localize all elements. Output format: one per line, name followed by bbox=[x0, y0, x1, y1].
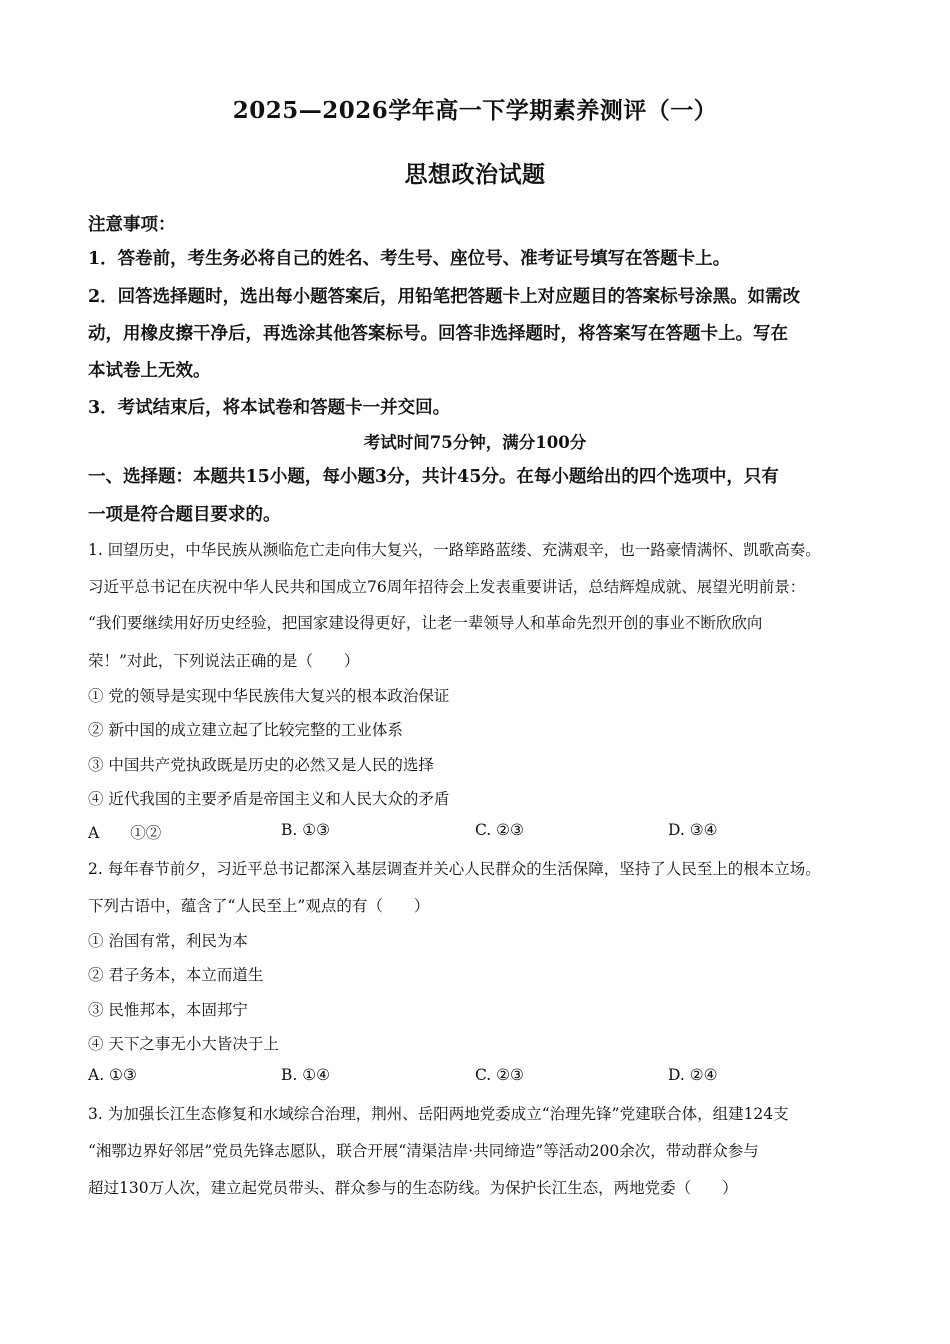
exam-subtitle: 思想政治试题 bbox=[404, 161, 546, 188]
option-d: D. ②④ bbox=[668, 1066, 718, 1084]
notice-heading: 注意事项： bbox=[88, 215, 176, 235]
option-c: C. ②③ bbox=[475, 1066, 524, 1084]
option-b: B. ①④ bbox=[281, 1066, 331, 1084]
section-heading-line-2: 一项是符合题目要求的。 bbox=[88, 505, 281, 525]
question-2-statement: ③ 民惟邦本，本固邦宁 bbox=[88, 1001, 248, 1019]
question-2-stem-line: 2. 每年春节前夕，习近平总书记都深入基层调查并关心人民群众的生活保障，坚持了人民至上的根本立场。 bbox=[88, 860, 821, 878]
question-2-stem-line: 下列古语中，蕴含了“人民至上”观点的有（ ） bbox=[88, 897, 430, 915]
question-2-statement: ④ 天下之事无小大皆决于上 bbox=[88, 1035, 279, 1053]
question-2-statement: ② 君子务本，本立而道生 bbox=[88, 966, 264, 984]
question-1-options bbox=[88, 821, 888, 845]
question-1-statement: ③ 中国共产党执政既是历史的必然又是人民的选择 bbox=[88, 756, 434, 774]
exam-info: 考试时间75分钟，满分100分 bbox=[363, 433, 587, 452]
question-3-stem-line: 3. 为加强长江生态修复和水域综合治理，荆州、岳阳两地党委成立“治理先锋”党建联合体，组建124支 bbox=[88, 1105, 789, 1123]
notice-item-3: 3．考试结束后，将本试卷和答题卡一并交回。 bbox=[88, 398, 451, 418]
question-1-statement: ④ 近代我国的主要矛盾是帝国主义和人民大众的矛盾 bbox=[88, 790, 450, 808]
question-2-options bbox=[88, 1066, 888, 1090]
question-3-stem-line: “湘鄂边界好邻居”党员先锋志愿队，联合开展“清渠洁岸·共同缔造”等活动200余次，带动群众参与 bbox=[88, 1142, 759, 1160]
notice-item-2-line-3: 本试卷上无效。 bbox=[88, 361, 211, 381]
question-1-stem-line: “我们要继续用好历史经验，把国家建设得更好，让老一辈领导人和革命先烈开创的事业不断欣欣向 bbox=[88, 614, 763, 632]
question-1-stem-line: 1. 回望历史，中华民族从濒临危亡走向伟大复兴，一路筚路蓝缕、充满艰辛，也一路豪情满怀、凯歌高奏。 bbox=[88, 541, 821, 559]
exam-title: 2025—2026学年高一下学期素养测评（一） bbox=[232, 97, 718, 124]
question-1-statement: ② 新中国的成立建立起了比较完整的工业体系 bbox=[88, 721, 403, 739]
notice-item-1: 1．答卷前，考生务必将自己的姓名、考生号、座位号、准考证号填写在答题卡上。 bbox=[88, 249, 731, 269]
option-a: A. ①③ bbox=[88, 1066, 137, 1084]
option-b: B. ①③ bbox=[281, 821, 331, 839]
notice-item-2-line-1: 2．回答选择题时，选出每小题答案后，用铅笔把答题卡上对应题目的答案标号涂黑。如需改 bbox=[88, 287, 801, 307]
notice-item-2-line-2: 动，用橡皮擦干净后，再选涂其他答案标号。回答非选择题时，将答案写在答题卡上。写在 bbox=[88, 324, 788, 344]
option-d: D. ③④ bbox=[668, 821, 718, 839]
question-1-statement: ① 党的领导是实现中华民族伟大复兴的根本政治保证 bbox=[88, 687, 450, 705]
option-a: A ①② bbox=[88, 824, 162, 842]
question-2-statement: ① 治国有常，利民为本 bbox=[88, 932, 248, 950]
question-1-stem-line: 习近平总书记在庆祝中华人民共和国成立76周年招待会上发表重要讲话，总结辉煌成就、展望光明前景： bbox=[88, 578, 806, 596]
question-3-stem-line: 超过130万人次，建立起党员带头、群众参与的生态防线。为保护长江生态，两地党委（ ） bbox=[88, 1179, 738, 1197]
question-1-stem-line: 荣！”对此，下列说法正确的是（ ） bbox=[88, 652, 360, 670]
option-c: C. ②③ bbox=[475, 821, 524, 839]
section-heading-line-1: 一、选择题：本题共15小题，每小题3分，共计45分。在每小题给出的四个选项中，只有 bbox=[88, 467, 779, 487]
